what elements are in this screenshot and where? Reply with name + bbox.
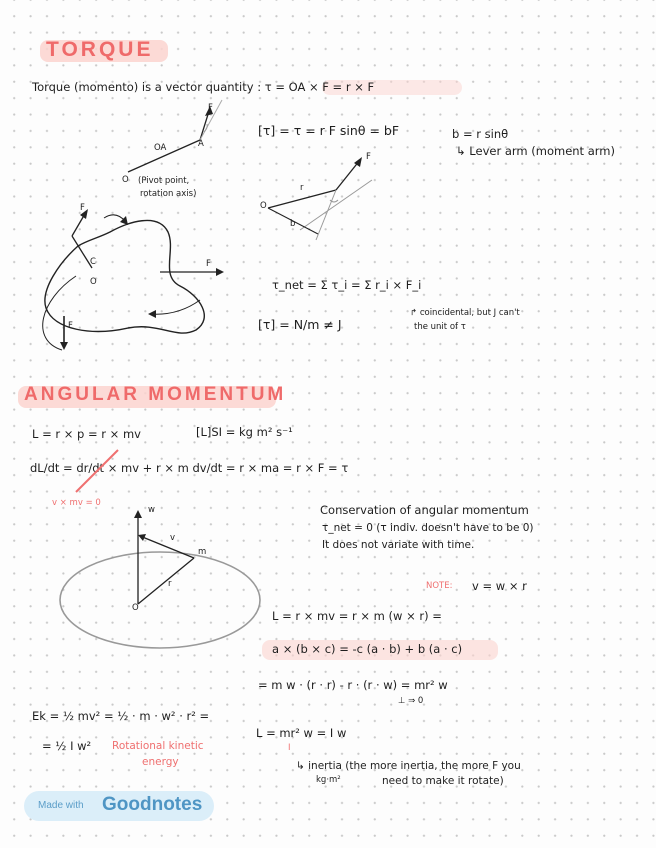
kinetic-energy-2: = ½ I w² (42, 739, 92, 753)
rotational-label-2: energy (142, 756, 179, 768)
angular-def: L = r × p = r × mv (32, 427, 141, 441)
diag1-F: F (208, 103, 213, 113)
diag3-F-top: F (80, 203, 85, 213)
diag2-F: F (366, 152, 371, 162)
angular-final: L = mr² w = I w (256, 726, 347, 740)
angular-units: [L]SI = kg m² s⁻¹ (196, 425, 293, 439)
kinetic-energy: Ek = ½ mv² = ½ · m · w² · r² = (32, 709, 210, 723)
diag1-pivot-note-1: (Pivot point, (138, 176, 190, 186)
angular-derivative: dL/dt = dr/dt × mv + r × m dv/dt = r × ma = r × F = τ (30, 461, 349, 475)
conservation-title: Conservation of angular momentum (320, 503, 529, 517)
diag1-O: O (122, 175, 129, 185)
torque-net: τ_net = Σ τ_i = Σ r_i × F_i (272, 278, 422, 292)
lever-arm-def: b = r sinθ (452, 127, 509, 141)
coincidence-note-1: ↱ coincidental, but J can't (410, 308, 520, 318)
rotational-label-1: Rotational kinetic (112, 740, 204, 752)
torque-intro: Torque (momento) is a vector quantity : τ = OA × F = r × F (32, 80, 375, 94)
zero-note: v × mv = 0 (52, 498, 101, 508)
orbit-O: O (132, 603, 139, 613)
diag2-b: b (290, 219, 296, 229)
note-eq: v = w × r (472, 579, 527, 593)
torque-title: TORQUE (46, 38, 154, 61)
diag3-O: O (90, 277, 97, 287)
orbit-m: m (198, 547, 207, 557)
goodnotes-logo: Goodnotes (102, 794, 203, 815)
made-with-label: Made with (38, 800, 84, 811)
diag1-OA: OA (154, 143, 167, 153)
torque-units: [τ] = N/m ≠ J (258, 317, 342, 332)
inertia-symbol: I (288, 743, 291, 753)
lever-arm-label: ↳ Lever arm (moment arm) (456, 144, 615, 158)
diag3-F-bottom: F (68, 321, 73, 331)
inertia-units: kg·m² (316, 775, 341, 785)
diag2-r: r (300, 183, 304, 193)
diag1-A: A (198, 139, 204, 149)
perp-note: ⊥ ⇒ 0 (398, 696, 424, 706)
conservation-line-1: τ_net = 0 (τ indiv. doesn't have to be 0) (322, 522, 534, 534)
diag3-F-right: F (206, 259, 211, 269)
inertia-note: ↳ inertia (the more inertia, the more F you (296, 760, 521, 772)
conservation-line-2: It does not variate with time. (322, 539, 475, 551)
orbit-v: v (170, 533, 176, 543)
orbit-r: r (168, 579, 172, 589)
vector-identity: a × (b × c) = -c (a · b) + b (a · c) (272, 642, 463, 656)
made-with-goodnotes-badge[interactable] (24, 791, 214, 821)
diag1-pivot-note-2: rotation axis) (140, 189, 197, 199)
angular-title: ANGULAR MOMENTUM (24, 384, 287, 405)
coincidence-note-2: the unit of τ (414, 322, 466, 332)
inertia-note-2: need to make it rotate) (382, 775, 504, 787)
diag3-C: C (90, 257, 96, 267)
torque-magnitude: [τ] = τ = r F sinθ = bF (258, 123, 400, 138)
note-label: NOTE: (426, 581, 453, 591)
orbit-w: w (148, 505, 155, 515)
diag2-O: O (260, 201, 267, 211)
angular-eq2: = m w · (r · r) - r · (r · w) = mr² w (258, 678, 448, 692)
angular-eq1: L = r × mv = r × m (w × r) = (272, 609, 442, 623)
